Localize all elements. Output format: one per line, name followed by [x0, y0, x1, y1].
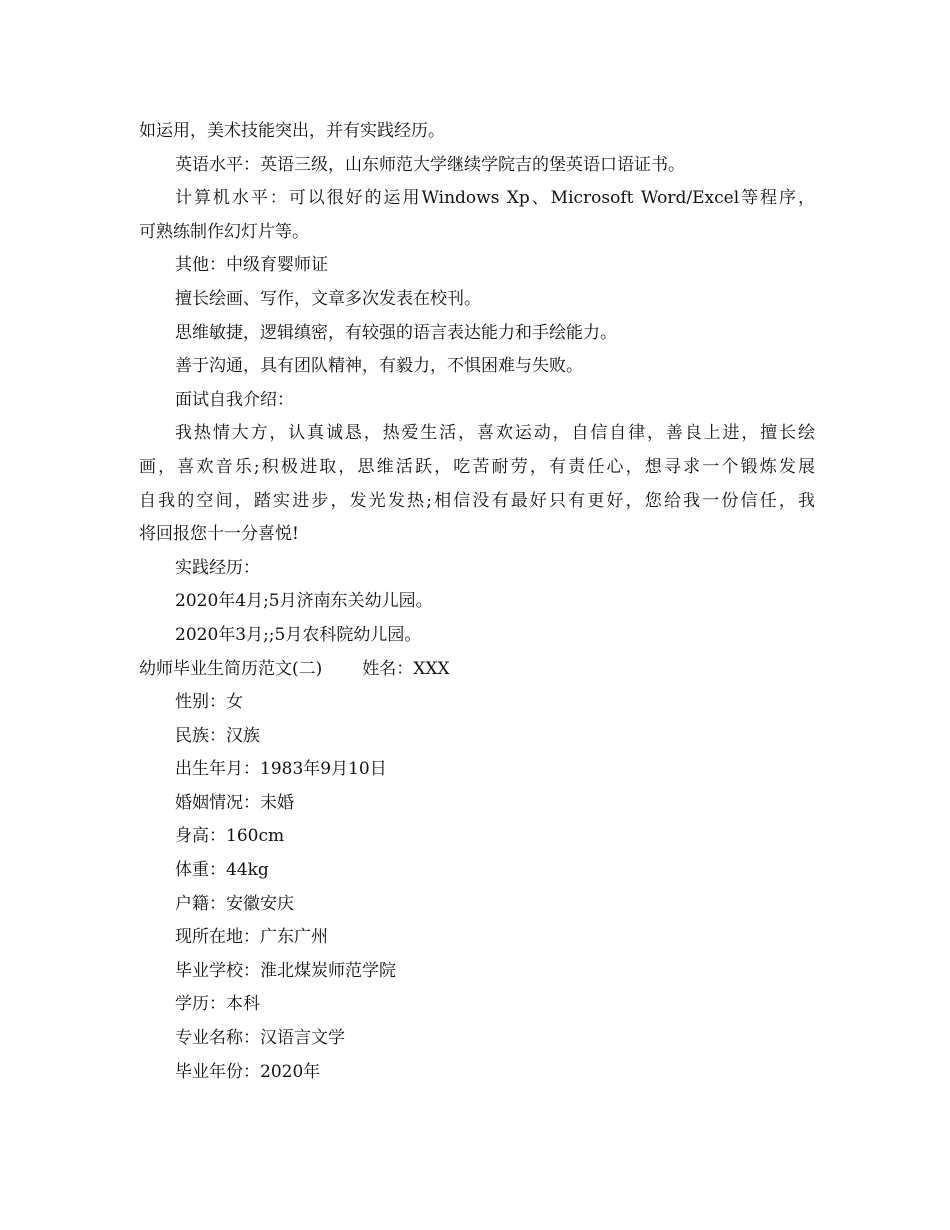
profile-degree: 学历：本科 [175, 994, 260, 1015]
skill-thinking: 思维敏捷，逻辑缜密，有较强的语言表达能力和手绘能力。 [175, 322, 617, 343]
intro-line: 我热情大方，认真诚恳，热爱生活，喜欢运动，自信自律，善良上进，擅长绘 [175, 423, 815, 444]
profile-weight: 体重：44kg [175, 860, 269, 881]
section-2-name: 姓名：XXX [362, 658, 450, 679]
section-2-heading-line [139, 653, 815, 687]
practice-item: 2020年3月;;5月农科院幼儿园。 [175, 624, 422, 645]
continuation-line: 如运用，美术技能突出，并有实践经历。 [139, 121, 445, 141]
interview-heading: 面试自我介绍： [175, 389, 294, 410]
profile-ethnicity: 民族：汉族 [175, 725, 260, 746]
profile-location: 现所在地：广东广州 [175, 927, 328, 948]
practice-heading: 实践经历： [175, 557, 260, 578]
other-certificate: 其他：中级育婴师证 [175, 255, 328, 276]
profile-birth: 出生年月：1983年9月10日 [175, 759, 387, 780]
profile-hukou: 户籍：安徽安庆 [175, 893, 294, 914]
document-body [139, 115, 815, 1089]
profile-gender: 性别：女 [175, 692, 243, 713]
profile-school: 毕业学校：淮北煤炭师范学院 [175, 960, 396, 981]
computer-level-line-1: 计算机水平：可以很好的运用Windows Xp、Microsoft Word/Excel等程序， [175, 188, 815, 209]
practice-item: 2020年4月;5月济南东关幼儿园。 [175, 591, 433, 612]
profile-major: 专业名称：汉语言文学 [175, 1028, 345, 1049]
profile-height: 身高：160cm [175, 826, 285, 847]
skill-communication: 善于沟通，具有团队精神，有毅力，不惧困难与失败。 [175, 356, 583, 377]
intro-line: 将回报您十一分喜悦! [139, 524, 299, 545]
computer-level-line-2: 可熟练制作幻灯片等。 [139, 221, 309, 242]
profile-marital: 婚姻情况：未婚 [175, 792, 294, 813]
profile-grad-year: 毕业年份：2020年 [175, 1061, 321, 1082]
section-2-title: 幼师毕业生简历范文(二) [139, 658, 323, 679]
intro-line: 画，喜欢音乐;积极进取，思维活跃，吃苦耐劳，有责任心，想寻求一个锻炼发展 [139, 456, 815, 477]
skill-drawing: 擅长绘画、写作，文章多次发表在校刊。 [175, 288, 481, 309]
english-level: 英语水平：英语三级，山东师范大学继续学院吉的堡英语口语证书。 [175, 154, 685, 175]
intro-line: 自我的空间，踏实进步，发光发热;相信没有最好只有更好，您给我一份信任，我 [139, 490, 815, 511]
